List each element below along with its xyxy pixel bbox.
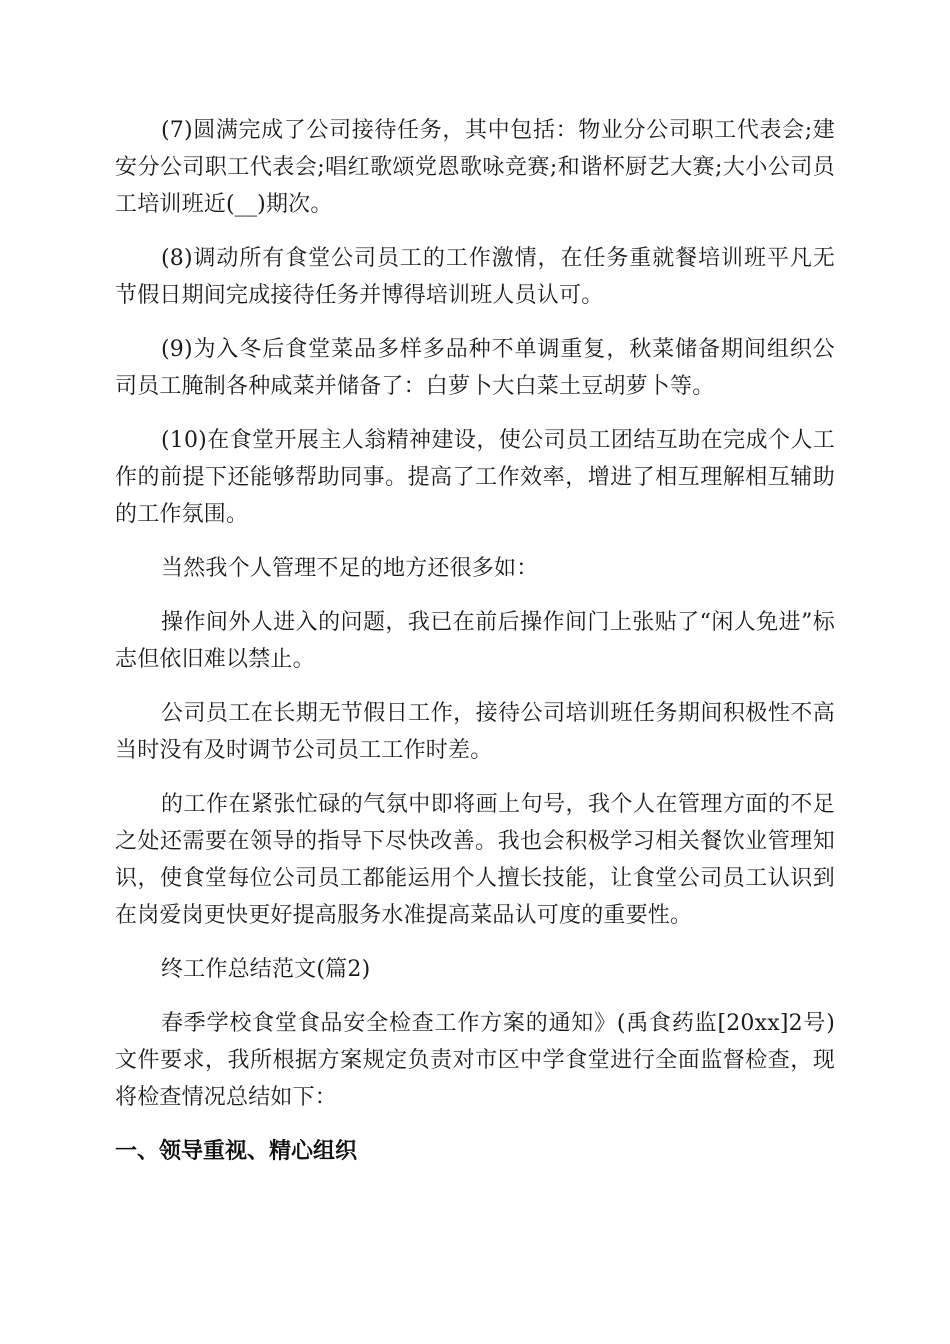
- section-heading: 一、领导重视、精心组织: [115, 1139, 358, 1164]
- paragraph-shortcomings-intro: 当然我个人管理不足的地方还很多如：: [161, 556, 539, 581]
- paragraph-outsider-entry: 操作间外人进入的问题，我已在前后操作间门上张贴了“闲人免进”标志但依旧难以禁止。: [115, 610, 835, 672]
- document-body: [115, 112, 835, 1170]
- paragraph-conclusion: 的工作在紧张忙碌的气氛中即将画上句号，我个人在管理方面的不足之处还需要在领导的指导下尽快改善。我也会积极学习相关餐饮业管理知识，使食堂每位公司员工都能运用个人擅长技能，让食堂公司员工认识到在岗爱岗更快更好提高服务水准提高菜品认可度的重要性。: [115, 792, 835, 928]
- paragraph-item-7: (7)圆满完成了公司接待任务，其中包括：物业分公司职工代表会;建安分公司职工代表会;唱红歌颂党恩歌咏竞赛;和谐杯厨艺大赛;大小公司员工培训班近(__)期次。: [115, 118, 835, 217]
- paragraph-inspection-intro: 春季学校食堂食品安全检查工作方案的通知》(禹食药监[20xx]2号)文件要求，我所根据方案规定负责对市区中学食堂进行全面监督检查，现将检查情况总结如下：: [115, 1011, 835, 1110]
- paragraph-item-9: (9)为入冬后食堂菜品多样多品种不单调重复，秋菜储备期间组织公司员工腌制各种咸菜并储备了：白萝卜大白菜土豆胡萝卜等。: [115, 337, 835, 399]
- paragraph-section-title: 终工作总结范文(篇2): [161, 957, 371, 982]
- paragraph-staff-morale: 公司员工在长期无节假日工作，接待公司培训班任务期间积极性不高当时没有及时调节公司员工工作时差。: [115, 701, 835, 763]
- paragraph-item-8: (8)调动所有食堂公司员工的工作激情，在任务重就餐培训班平凡无节假日期间完成接待任务并博得培训班人员认可。: [115, 246, 835, 308]
- paragraph-item-10: (10)在食堂开展主人翁精神建设，使公司员工团结互助在完成个人工作的前提下还能够帮助同事。提高了工作效率，增进了相互理解相互辅助的工作氛围。: [115, 428, 835, 527]
